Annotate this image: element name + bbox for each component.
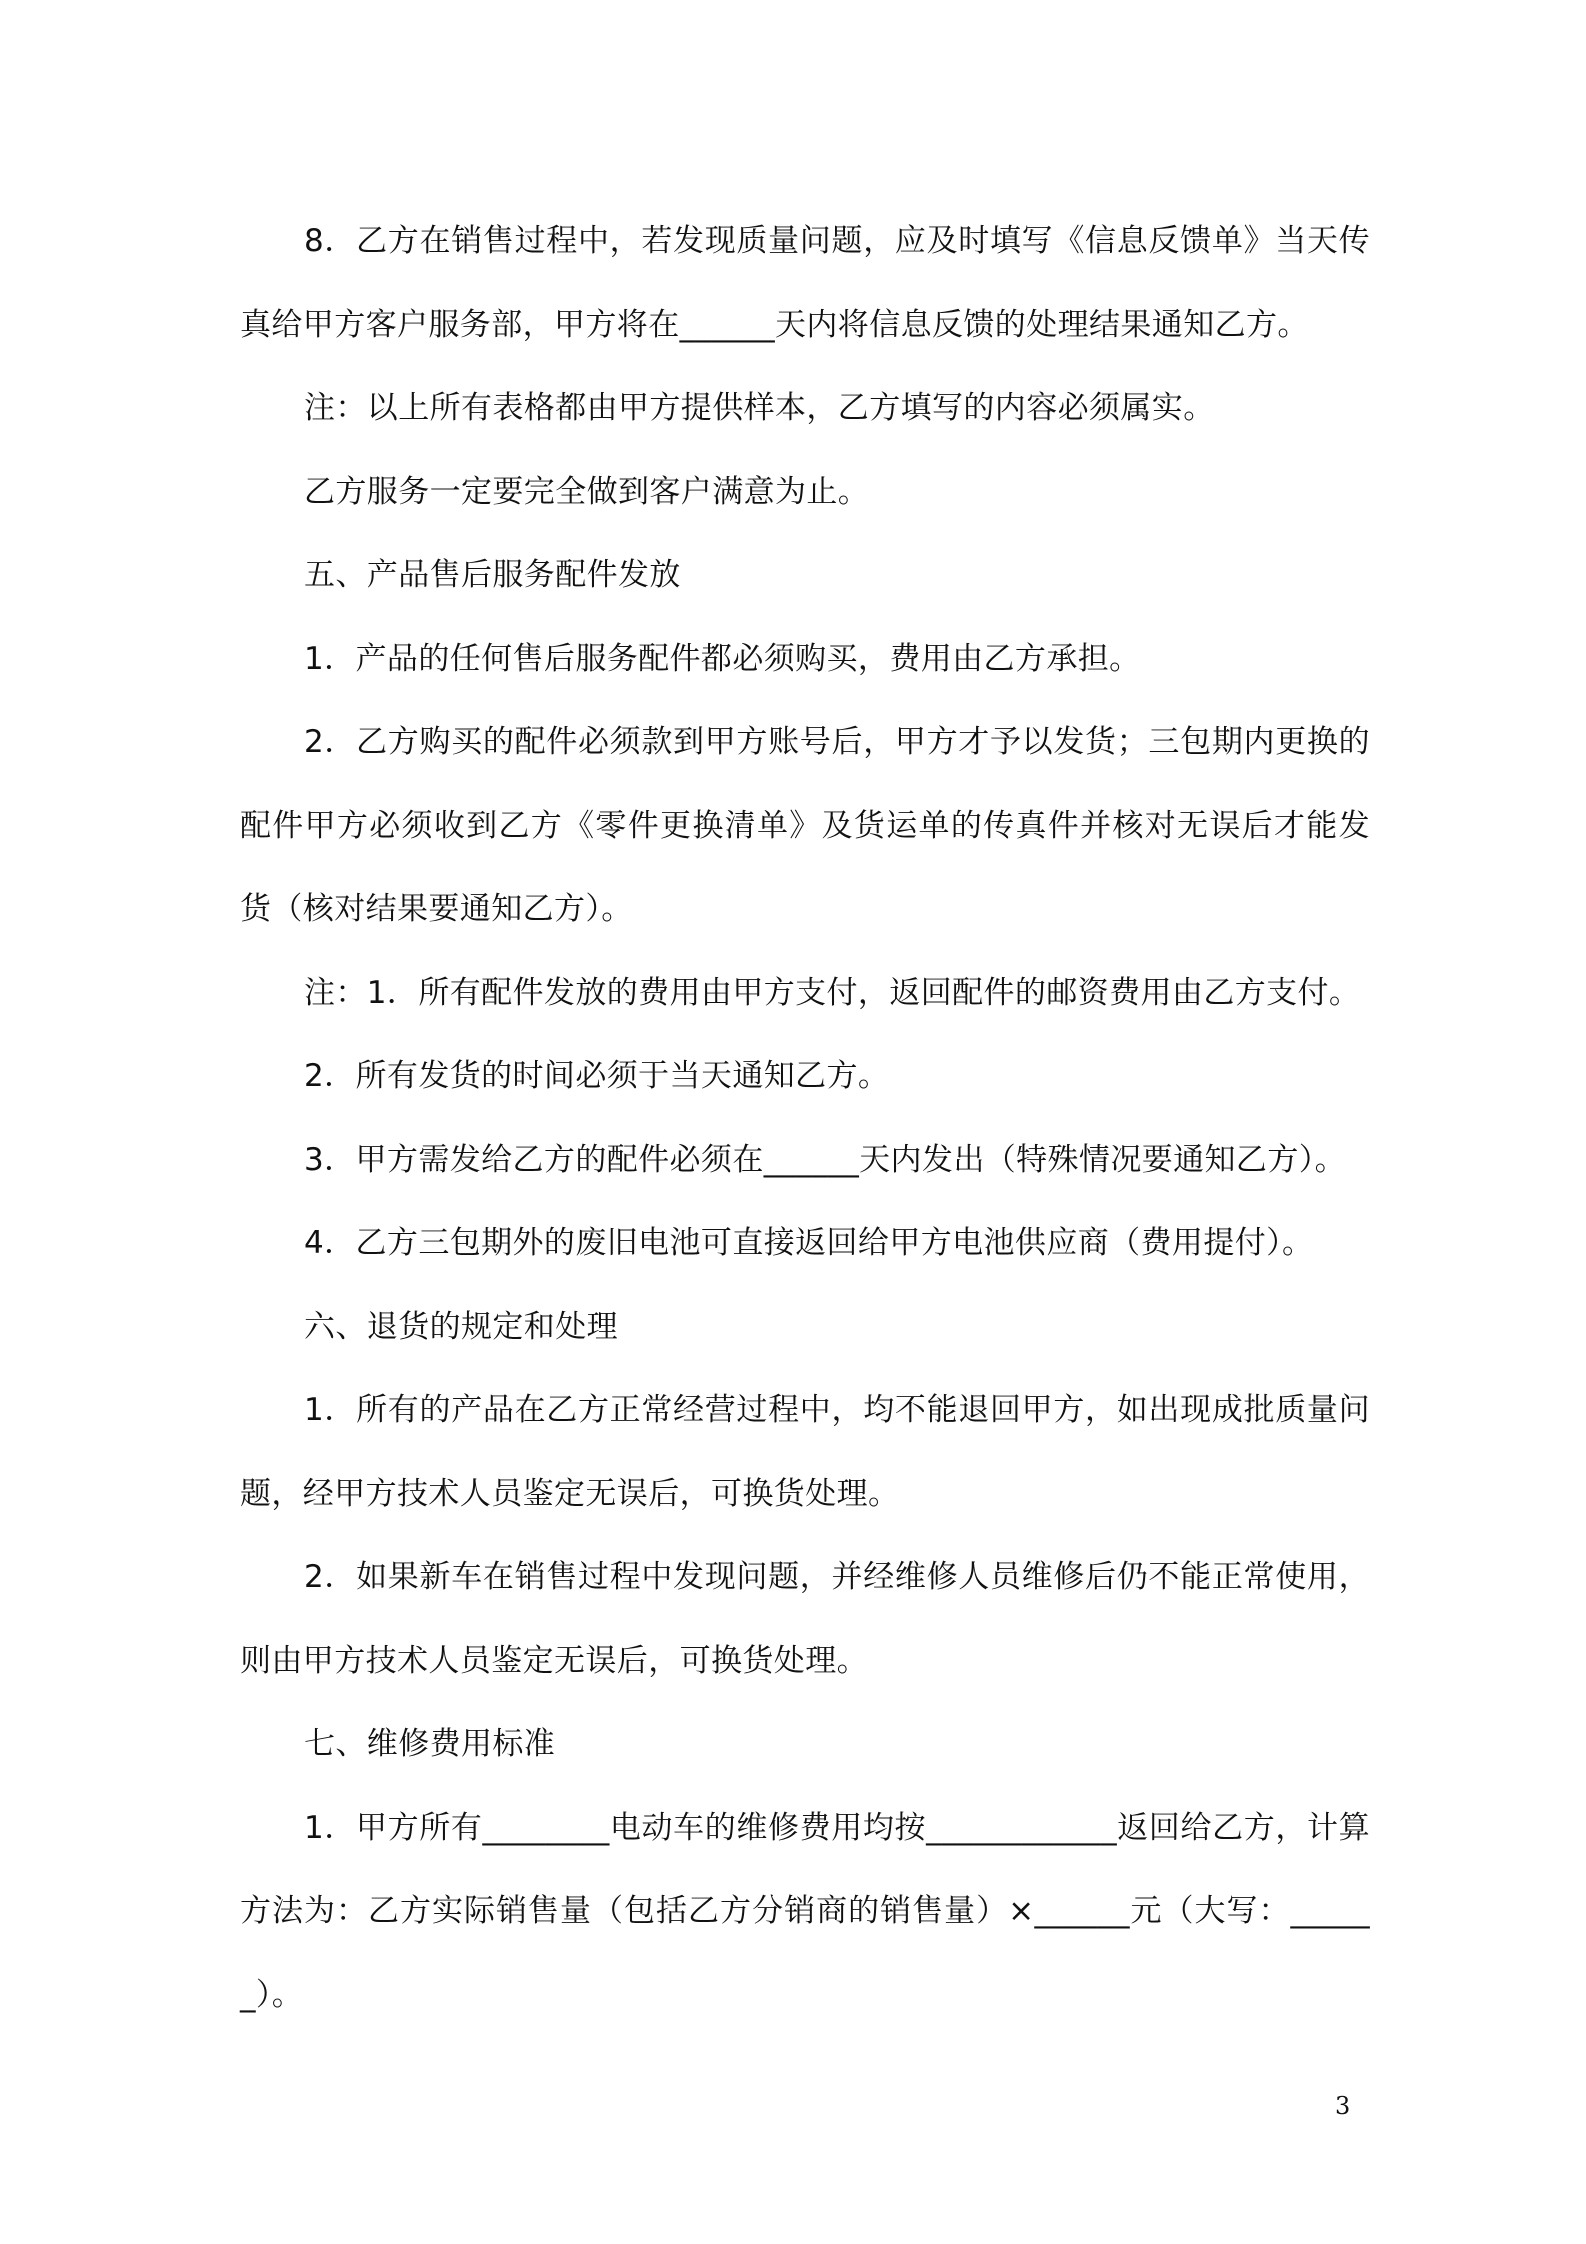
section-heading-repair-fees: 七、维修费用标准 <box>304 1726 556 1762</box>
paragraph-shipping-deadline: 3．甲方需发给乙方的配件必须在______天内发出（特殊情况要通知乙方）。 <box>304 1141 1347 1178</box>
paragraph-returns-rule: 1．所有的产品在乙方正常经营过程中，均不能退回甲方，如出现成批质量问题，经甲方技术人员鉴定无误后，可换货处理。 <box>240 1392 1370 1512</box>
paragraph-note-fees: 注：1．所有配件发放的费用由甲方支付，返回配件的邮资费用由乙方支付。 <box>304 974 1361 1011</box>
page-number: 3 <box>1335 2092 1351 2120</box>
paragraph-notify-same-day: 2．所有发货的时间必须于当天通知乙方。 <box>304 1058 890 1094</box>
paragraph-quality-feedback: 8．乙方在销售过程中，若发现质量问题，应及时填写《信息反馈单》当天传真给甲方客户服务部，甲方将在______天内将信息反馈的处理结果通知乙方。 <box>240 223 1370 343</box>
paragraph-parts-shipping: 2．乙方购买的配件必须款到甲方账号后，甲方才予以发货；三包期内更换的配件甲方必须收到乙方《零件更换清单》及货运单的传真件并核对无误后才能发货（核对结果要通知乙方）。 <box>240 724 1370 927</box>
paragraph-repair-fee-calculation: 1．甲方所有________电动车的维修费用均按____________返回给乙方，计算方法为：乙方实际销售量（包括乙方分销商的销售量）×______元（大写：______）。 <box>240 1809 1370 2013</box>
document-body <box>240 200 1370 2037</box>
section-heading-parts-distribution: 五、产品售后服务配件发放 <box>304 557 681 593</box>
section-heading-returns: 六、退货的规定和处理 <box>304 1308 618 1345</box>
paragraph-parts-purchase: 1．产品的任何售后服务配件都必须购买，费用由乙方承担。 <box>304 640 1141 677</box>
paragraph-note-forms: 注：以上所有表格都由甲方提供样本，乙方填写的内容必须属实。 <box>304 390 1215 426</box>
paragraph-new-vehicle-issues: 2．如果新车在销售过程中发现问题，并经维修人员维修后仍不能正常使用，则由甲方技术人员鉴定无误后，可换货处理。 <box>240 1559 1370 1679</box>
paragraph-battery-return: 4．乙方三包期外的废旧电池可直接返回给甲方电池供应商（费用提付）。 <box>304 1225 1314 1261</box>
paragraph-customer-satisfaction: 乙方服务一定要完全做到客户满意为止。 <box>304 473 870 510</box>
